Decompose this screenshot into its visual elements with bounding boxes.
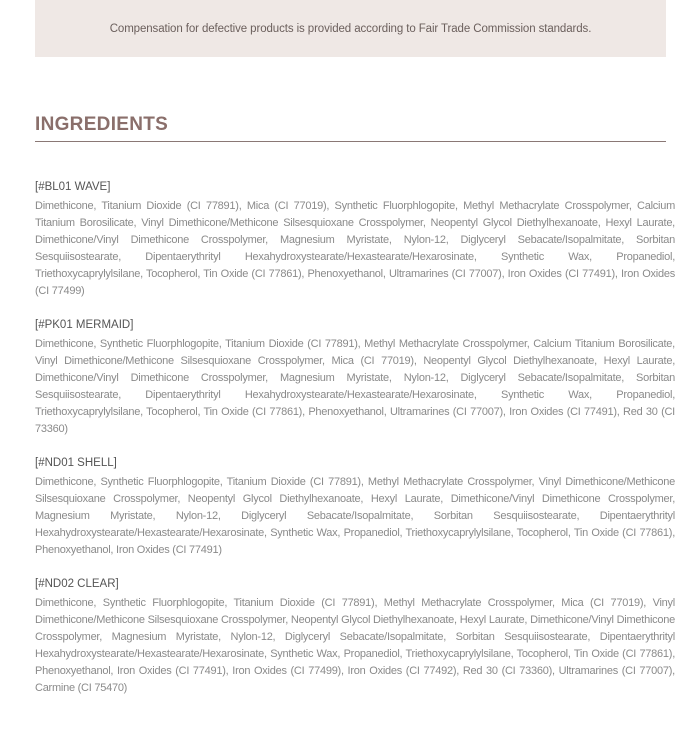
product-name: [#BL01 WAVE] — [35, 181, 111, 193]
ingredient-text: Dimethicone, Titanium Dioxide (CI 77891), Mica (CI 77019), Synthetic Fluorphlogopite, Methyl Methacrylate Crosspolymer, Calcium Titanium Borosilicate, Vinyl Dimethicone/Methicone Silsesquioxane Crosspolymer, Neopentyl Glycol Diethylhexanoate, Hexyl Laurate, Dimethicone/Vinyl Dimethicone Crosspolymer, Magnesium Myristate, Nylon-12, Diglyceryl Sebacate/Isopalmitate, Sorbitan Sesquiisostearate, Dipentaerythrityl Hexahydroxystearate/Hexastearate/Hexarosinate, Synthetic Wax, Propanediol, Triethoxycaprylylsilane, Tocopherol, Tin Oxide (CI 77861), Phenoxyethanol, Ultramarines (CI 77007), Iron Oxides (CI 77491), Iron Oxides (CI 77499) — [35, 200, 675, 297]
ingredient-text: Dimethicone, Synthetic Fluorphlogopite, Titanium Dioxide (CI 77891), Methyl Methacrylate Crosspolymer, Mica (CI 77019), Vinyl Dimethicone/Methicone Silsesquioxane Crosspolymer, Neopentyl Glycol Diethylhexanoate, Hexyl Laurate, Dimethicone/Vinyl Dimethicone Crosspolymer, Magnesium Myristate, Nylon-12, Diglyceryl Sebacate/Isopalmitate, Sorbitan Sesquiisostearate, Dipentaerythrityl Hexahydroxystearate/Hexastearate/Hexarosinate, Synthetic Wax, Propanediol, Triethoxycaprylylsilane, Tocopherol, Tin Oxide (CI 77861), Phenoxyethanol, Iron Oxides (CI 77491), Iron Oxides (CI 77499), Iron Oxides (CI 77492), Red 30 (CI 73360), Ultramarines (CI 77007), Carmine (CI 75470) — [35, 597, 675, 694]
ingredient-item-nd01 — [35, 455, 675, 559]
compensation-notice-text: Compensation for defective products is provided according to Fair Trade Commission standards. — [109, 22, 592, 35]
ingredient-item-bl01 — [35, 179, 675, 300]
ingredient-item-nd02 — [35, 576, 675, 697]
product-name: [#PK01 MERMAID] — [35, 319, 134, 331]
ingredient-text: Dimethicone, Synthetic Fluorphlogopite, Titanium Dioxide (CI 77891), Methyl Methacrylate Crosspolymer, Vinyl Dimethicone/Methicone Silsesquioxane Crosspolymer, Neopentyl Glycol Diethylhexanoate, Hexyl Laurate, Dimethicone/Vinyl Dimethicone Crosspolymer, Magnesium Myristate, Nylon-12, Diglyceryl Sebacate/Isopalmitate, Sorbitan Sesquiisostearate, Dipentaerythrityl Hexahydroxystearate/Hexastearate/Hexarosinate, Synthetic Wax, Propanediol, Triethoxycaprylylsilane, Tocopherol, Tin Oxide (CI 77861), Phenoxyethanol, Iron Oxides (CI 77491) — [35, 476, 675, 556]
product-name: [#ND01 SHELL] — [35, 457, 117, 469]
compensation-notice — [35, 0, 666, 57]
ingredients-list — [35, 179, 675, 714]
ingredients-heading: INGREDIENTS — [35, 114, 666, 142]
ingredient-item-pk01 — [35, 317, 675, 438]
ingredient-text: Dimethicone, Synthetic Fluorphlogopite, Titanium Dioxide (CI 77891), Methyl Methacrylate Crosspolymer, Calcium Titanium Borosilicate, Vinyl Dimethicone/Methicone Silsesquioxane Crosspolymer, Mica (CI 77019), Neopentyl Glycol Diethylhexanoate, Hexyl Laurate, Dimethicone/Vinyl Dimethicone Crosspolymer, Magnesium Myristate, Nylon-12, Diglyceryl Sebacate/Isopalmitate, Sorbitan Sesquiisostearate, Dipentaerythrityl Hexahydroxystearate/Hexastearate/Hexarosinate, Synthetic Wax, Propanediol, Triethoxycaprylylsilane, Tocopherol, Tin Oxide (CI 77861), Phenoxyethanol, Ultramarines (CI 77007), Iron Oxides (CI 77491), Red 30 (CI 73360) — [35, 338, 675, 435]
product-name: [#ND02 CLEAR] — [35, 578, 119, 590]
